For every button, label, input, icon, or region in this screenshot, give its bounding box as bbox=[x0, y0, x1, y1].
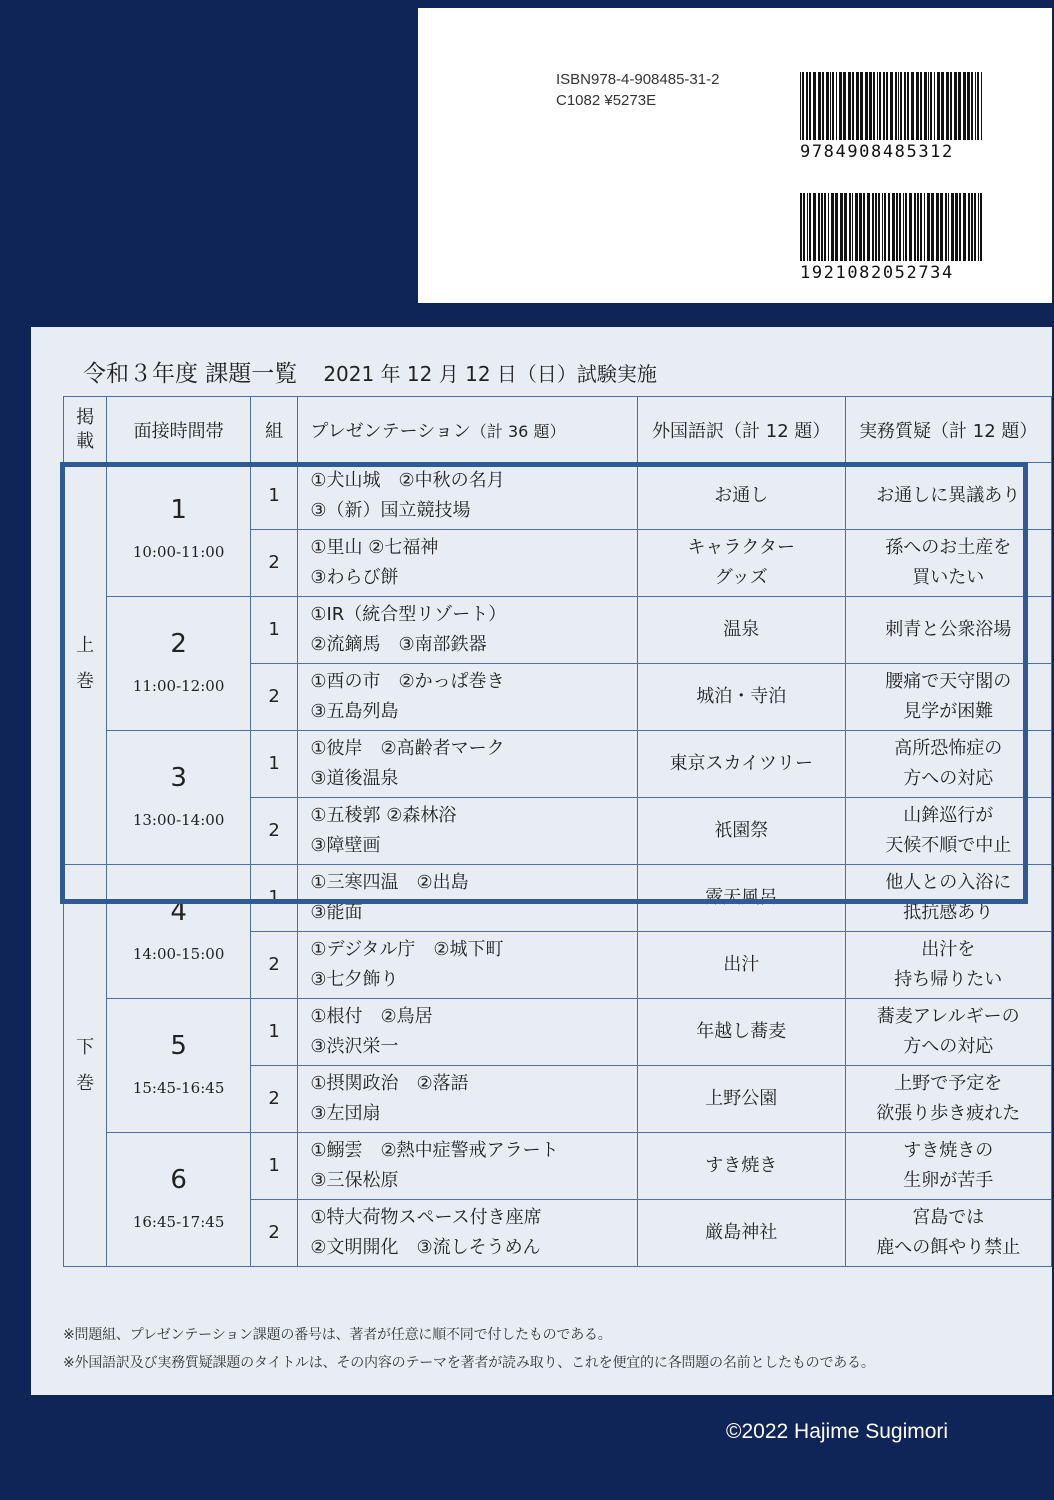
time-slot bbox=[107, 597, 251, 731]
group-number: 1 bbox=[250, 865, 297, 932]
task-table bbox=[63, 396, 1052, 1267]
translation-topic: 東京スカイツリー bbox=[638, 731, 846, 798]
classification-price-code: C1082 ¥5273E bbox=[556, 92, 657, 109]
header-volume: 掲 載 bbox=[64, 397, 107, 463]
isbn-label-box bbox=[418, 8, 1052, 303]
presentation-topics: ①根付 ②鳥居 ③渋沢栄一 bbox=[298, 999, 638, 1066]
isbn-number: ISBN978-4-908485-31-2 bbox=[556, 71, 720, 88]
group-number: 2 bbox=[250, 798, 297, 865]
footnote-1: ※問題組、プレゼンテーション課題の番号は、著者が任意に順不同で付したものである。 bbox=[63, 1327, 612, 1343]
exam-date: 2021 年 12 月 12 日（日）試験実施 bbox=[323, 362, 657, 386]
slot-number: 3 bbox=[170, 762, 187, 793]
group-number: 1 bbox=[250, 999, 297, 1066]
header-translation: 外国語訳（計 12 題） bbox=[638, 397, 846, 463]
practical-topic: 宮島では 鹿への餌やり禁止 bbox=[845, 1200, 1052, 1267]
slot-time: 13:00-14:00 bbox=[132, 810, 225, 829]
presentation-topics: ①デジタル庁 ②城下町 ③七夕飾り bbox=[298, 932, 638, 999]
translation-topic: 上野公園 bbox=[638, 1066, 846, 1133]
group-number: 1 bbox=[250, 731, 297, 798]
barcode-digits-bottom: 1921082052734 bbox=[800, 263, 954, 283]
group-number: 2 bbox=[250, 530, 297, 597]
presentation-topics: ①酉の市 ②かっぱ巻き ③五島列島 bbox=[298, 664, 638, 731]
barcode-digits-top: 9784908485312 bbox=[800, 142, 954, 162]
translation-topic: 祇園祭 bbox=[638, 798, 846, 865]
footnote-2: ※外国語訳及び実務質疑課題のタイトルは、その内容のテーマを著者が読み取り、これを便宜的に各問題の名前としたものである。 bbox=[63, 1355, 875, 1371]
presentation-topics: ①鰯雲 ②熱中症警戒アラート ③三保松原 bbox=[298, 1133, 638, 1200]
translation-topic: お通し bbox=[638, 463, 846, 530]
group-number: 2 bbox=[250, 1200, 297, 1267]
slot-number: 4 bbox=[170, 896, 187, 927]
header-group: 組 bbox=[250, 397, 297, 463]
barcode-bars-bottom bbox=[800, 193, 982, 261]
price-barcode bbox=[800, 193, 982, 283]
barcode-bars-top bbox=[800, 72, 982, 140]
presentation-topics: ①彼岸 ②高齢者マーク ③道後温泉 bbox=[298, 731, 638, 798]
slot-time: 14:00-15:00 bbox=[132, 944, 225, 963]
presentation-topics: ①三寒四温 ②出島 ③能面 bbox=[298, 865, 638, 932]
header-presentation: プレゼンテーション（計 36 題） bbox=[298, 397, 638, 463]
translation-topic: すき焼き bbox=[638, 1133, 846, 1200]
practical-topic: 高所恐怖症の 方への対応 bbox=[845, 731, 1052, 798]
slot-number: 5 bbox=[170, 1030, 187, 1061]
presentation-topics: ①IR（統合型リゾート） ②流鏑馬 ③南部鉄器 bbox=[298, 597, 638, 664]
practical-topic: 出汁を 持ち帰りたい bbox=[845, 932, 1052, 999]
presentation-topics: ①五稜郭 ②森林浴 ③障壁画 bbox=[298, 798, 638, 865]
header-slot: 面接時間帯 bbox=[107, 397, 251, 463]
panel-title-text: 令和３年度 課題一覧 bbox=[83, 361, 298, 387]
practical-topic: 孫へのお土産を 買いたい bbox=[845, 530, 1052, 597]
presentation-topics: ①摂関政治 ②落語 ③左団扇 bbox=[298, 1066, 638, 1133]
panel-title bbox=[83, 355, 657, 388]
copyright: ©2022 Hajime Sugimori bbox=[726, 1420, 949, 1443]
translation-topic: キャラクター グッズ bbox=[638, 530, 846, 597]
practical-topic: 他人との入浴に 抵抗感あり bbox=[845, 865, 1052, 932]
translation-topic: 年越し蕎麦 bbox=[638, 999, 846, 1066]
time-slot bbox=[107, 463, 251, 597]
slot-time: 16:45-17:45 bbox=[132, 1212, 225, 1231]
slot-time: 11:00-12:00 bbox=[132, 676, 225, 695]
slot-number: 1 bbox=[170, 494, 187, 525]
group-number: 2 bbox=[250, 1066, 297, 1133]
task-list-panel bbox=[31, 327, 1052, 1395]
presentation-topics: ①犬山城 ②中秋の名月 ③（新）国立競技場 bbox=[298, 463, 638, 530]
volume-upper: 上 巻 bbox=[64, 463, 107, 865]
time-slot bbox=[107, 1133, 251, 1267]
isbn-barcode bbox=[800, 72, 982, 162]
time-slot bbox=[107, 865, 251, 999]
volume-lower: 下 巻 bbox=[64, 865, 107, 1267]
table-row bbox=[64, 999, 1052, 1066]
time-slot bbox=[107, 731, 251, 865]
practical-topic: お通しに異議あり bbox=[845, 463, 1052, 530]
header-practical: 実務質疑（計 12 題） bbox=[845, 397, 1052, 463]
table-row bbox=[64, 597, 1052, 664]
translation-topic: 城泊・寺泊 bbox=[638, 664, 846, 731]
translation-topic: 温泉 bbox=[638, 597, 846, 664]
practical-topic: 蕎麦アレルギーの 方への対応 bbox=[845, 999, 1052, 1066]
practical-topic: すき焼きの 生卵が苦手 bbox=[845, 1133, 1052, 1200]
presentation-topics: ①特大荷物スペース付き座席 ②文明開化 ③流しそうめん bbox=[298, 1200, 638, 1267]
translation-topic: 厳島神社 bbox=[638, 1200, 846, 1267]
presentation-topics: ①里山 ②七福神 ③わらび餅 bbox=[298, 530, 638, 597]
table-row bbox=[64, 865, 1052, 932]
slot-number: 2 bbox=[170, 628, 187, 659]
group-number: 1 bbox=[250, 463, 297, 530]
translation-topic: 出汁 bbox=[638, 932, 846, 999]
practical-topic: 腰痛で天守閣の 見学が困難 bbox=[845, 664, 1052, 731]
group-number: 2 bbox=[250, 664, 297, 731]
table-row bbox=[64, 1133, 1052, 1200]
group-number: 1 bbox=[250, 597, 297, 664]
practical-topic: 上野で予定を 欲張り歩き疲れた bbox=[845, 1066, 1052, 1133]
slot-time: 10:00-11:00 bbox=[132, 542, 225, 561]
group-number: 2 bbox=[250, 932, 297, 999]
practical-topic: 刺青と公衆浴場 bbox=[845, 597, 1052, 664]
slot-time: 15:45-16:45 bbox=[132, 1078, 225, 1097]
time-slot bbox=[107, 999, 251, 1133]
table-row bbox=[64, 731, 1052, 798]
table-row bbox=[64, 463, 1052, 530]
group-number: 1 bbox=[250, 1133, 297, 1200]
table-header-row bbox=[64, 397, 1052, 463]
slot-number: 6 bbox=[170, 1164, 187, 1195]
translation-topic: 露天風呂 bbox=[638, 865, 846, 932]
practical-topic: 山鉾巡行が 天候不順で中止 bbox=[845, 798, 1052, 865]
